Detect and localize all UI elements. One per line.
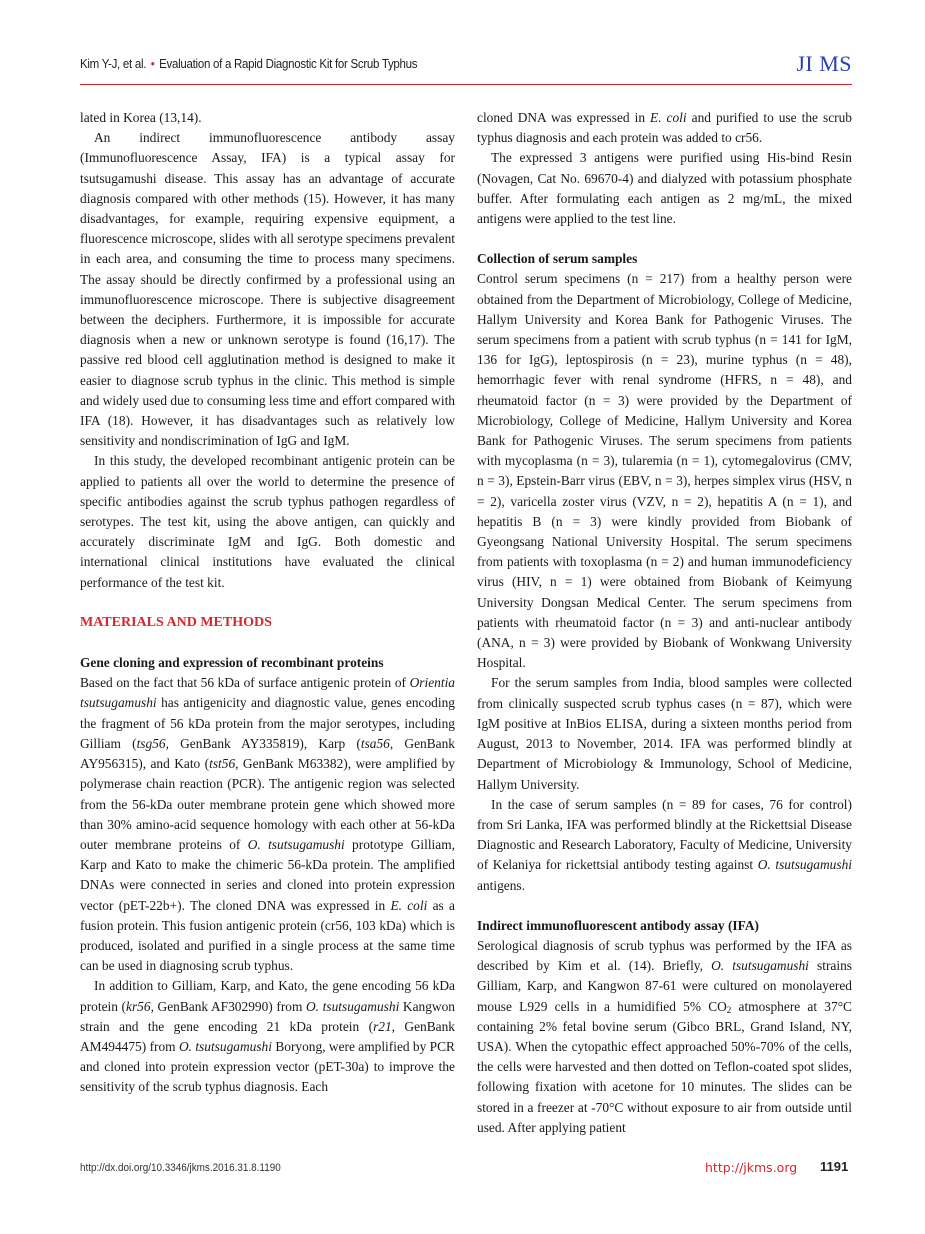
italic-term: tsa56 [360,735,390,751]
italic-term: O. tsutsugamushi [178,1038,272,1054]
italic-term: tsg56 [136,735,166,751]
paragraph: lated in Korea (13,14). [80,110,202,125]
page-number: 1191 [820,1159,849,1174]
text-run: antigens. [477,877,525,893]
text-run: Kangwon strain and the gene encoding 21 kDa protein ( [80,998,455,1034]
journal-logo: JI MS [796,51,852,76]
italic-term: Orientia tsutsugamushi [80,675,455,711]
text-run: has antigenicity and diagnostic value, genes encoding the fragment of 56 kDa protein from the major serotypes, including Gilliam ( [80,695,455,751]
paragraph [477,795,852,896]
paragraph [477,108,852,148]
italic-term: kr56 [126,998,151,1014]
paragraph: The expressed 3 antigens were purified using His-bind Resin (Novagen, Cat No. 69670-4) and dialyzed with potassium phosphate buffer. After formulating each antigen as 2 mg/mL, the mixed antigens were applied to the test line. [477,150,852,227]
italic-term: O. tsutsugamushi [711,958,809,974]
subsection-heading: Gene cloning and expression of recombinant proteins [80,655,384,671]
running-header [80,51,852,85]
text-run: Based on the fact that 56 kDa of surface antigenic protein of [80,675,410,691]
header-authors: Kim Y-J, et al. [80,57,147,71]
text-run: strains Gilliam, Karp, and Kangwon 87-61 were cultured on monolayered mouse L929 cells in a humidified 5% CO [477,958,852,1014]
italic-term: O. tsutsugamushi [757,857,852,873]
italic-term: O. tsutsugamushi [306,998,400,1014]
paragraph: For the serum samples from India, blood samples were collected from clinically suspected scrub typhus cases (n = 87), which were IgM positive at InBios ELISA, during a sixteen months period from August, 2013 to November, 2014. IFA was performed blindly at Department of Microbiology & Immunology, School of Medicine, Hallym University. [477,675,852,792]
paragraph: An indirect immunofluorescence antibody assay (Immunofluorescence Assay, IFA) is a typical assay for tsutsugamushi disease. This assay has an advantage of accurate diagnosis compared with other methods (15). However, it has many disadvantages, for example, requiring expensive equipment, a fluorescence microscope, slides with all serotype specimens prevalent in each area, and consuming the time to process many specimens. The assay should be directly confirmed by a professional using an immunofluorescence microscope. There is subjective disagreement between the deciphers. Furthermore, it is impossible for accurate diagnosis when a new or unknown serotype is found (16,17). The passive red blood cell agglutination method is designed to make it easier to diagnose scrub typhus in the clinic. This method is simple and widely used due to consuming less time and effort compared with IFA (18). However, it has disadvantages such as relatively low sensitivity and nondiscrimination of IgG and IgM. [80,130,455,449]
spacer [477,896,852,916]
bullet-separator-icon: • [150,57,155,71]
text-run: Serological diagnosis of scrub typhus was performed by the IFA as described by Kim et al. (14). Briefly, [477,937,852,974]
italic-term: O. tsutsugamushi [247,836,345,852]
text-run: , GenBank AM494475) from [80,1018,455,1054]
paragraph [80,976,455,1097]
italic-term: E. coli [390,897,428,913]
paragraph: In this study, the developed recombinant antigenic protein can be applied to patients all over the world to determine the presence of specific antibodies against the scrub typhus pathogen regardless of serotypes. The test kit, using the above antigen, can quickly and accurately discriminate IgM and IgG. Both domestic and international clinical institutions have evaluated the clinical performance of the test kit. [80,453,455,590]
doi-link[interactable]: http://dx.doi.org/10.3346/jkms.2016.31.8.1190 [80,1162,281,1174]
text-run: atmosphere at 37°C containing 2% fetal bovine serum (Gibco BRL, Grand Island, NY, USA). When the cytopathic effect approached 50%-70% of the cells, the cells were harvested and then dotted on Teflon-coated spot slides, following fixation with acetone for 10 minutes. The slides can be stored in a freezer at -70°C without exposure to air from outside until used. After applying patient [477,998,852,1135]
italic-term: tst56 [209,756,236,772]
text-run: , GenBank M63382), were amplified by polymerase chain reaction (PCR). The antigenic region was selected from the 56-kDa outer membrane protein gene which showed more than 30% amino-acid sequence homology with each other at 56-kDa outer membrane proteins of [80,756,455,852]
italic-term: E. coli [650,110,687,125]
left-column [80,108,455,1098]
subsection-heading: Collection of serum samples [477,251,638,267]
subsection-heading: Indirect immunofluorescent antibody assay (IFA) [477,917,759,933]
text-run: In addition to Gilliam, Karp, and Kato, the gene encoding 56 kDa protein ( [80,978,455,1014]
text-run: , GenBank AY335819), Karp ( [165,735,361,751]
header-divider [80,84,852,85]
text-run: prototype Gilliam, Karp and Kato to make the chimeric 56-kDa protein. The amplified DNAs were connected in series and cloned into protein expression vector (pET-22b+). The cloned DNA was expressed in [80,836,455,913]
text-run: and purified to use the scrub typhus diagnosis and each protein was added to cr56. [477,110,852,146]
text-run: Boryong, were amplified by PCR and cloned into protein expression vector (pET-30a) to improve the sensitivity of the scrub typhus diagnosis. Each [80,1038,455,1095]
spacer [477,229,852,249]
header-citation [80,57,417,71]
text-run: , GenBank AF302990) from [150,998,307,1014]
text-run: cloned DNA was expressed in [477,110,651,125]
paragraph [477,936,852,1138]
subscript: 2 [726,1004,732,1015]
italic-term: r21 [373,1018,392,1034]
text-run: as a fusion protein. This fusion antigenic protein (cr56, 103 kDa) which is produced, isolated and purified in a single process at the same time can be used in diagnosing scrub typhus. [80,897,455,974]
paragraph: Control serum specimens (n = 217) from a healthy person were obtained from the Department of Microbiology, College of Medicine, Hallym University and Korea Bank for Pathogenic Viruses. The serum specimens from a patient with scrub typhus (n = 141 for IgM, 136 for IgG), leptospirosis (n = 23), murine typhus (n = 48), hemorrhagic fever with renal syndrome (HFRS, n = 48), and rheumatoid factor (n = 3) were provided by the Department of Microbiology, College of Medicine, Hallym University and Korea Bank for Pathogenic Viruses. The serum specimens from patients with mycoplasma (n = 3), tularemia (n = 1), cytomegalovirus (CMV, n = 3), Epstein-Barr virus (EBV, n = 3), herpes simplex virus (HSV, n = 2), varicella zoster virus (VZV, n = 2), hepatitis A (n = 1), and hepatitis B (n = 3) were kindly provided from Biobank of Gyeongsang National University Hospital. The serum specimens from patients with toxoplasma (n = 2) and human immunodeficiency virus (HIV, n = 1) were obtained from Biobank of Keimyung University Dongsan Medical Center. The serum specimens from patients with rheumatoid factor (n = 3) and anti-nuclear antibody (ANA, n = 3) were provided by Biobank of Wonkwang University Hospital. [477,271,852,671]
paragraph [80,673,455,976]
text-run: , GenBank AY956315), and Kato ( [80,735,456,772]
journal-url-link[interactable]: http://jkms.org [705,1160,798,1175]
right-column [477,108,852,1138]
text-run: In the case of serum samples (n = 89 for cases, 76 for control) from Sri Lanka, IFA was performed blindly at the Rickettsial Disease Diagnostic and Research Laboratory, Faculty of Medicine, University of Kelaniya for rickettsial antibody testing against [477,796,852,873]
section-heading: MATERIALS AND METHODS [80,614,272,630]
header-running-title: Evaluation of a Rapid Diagnostic Kit for Scrub Typhus [159,57,418,71]
